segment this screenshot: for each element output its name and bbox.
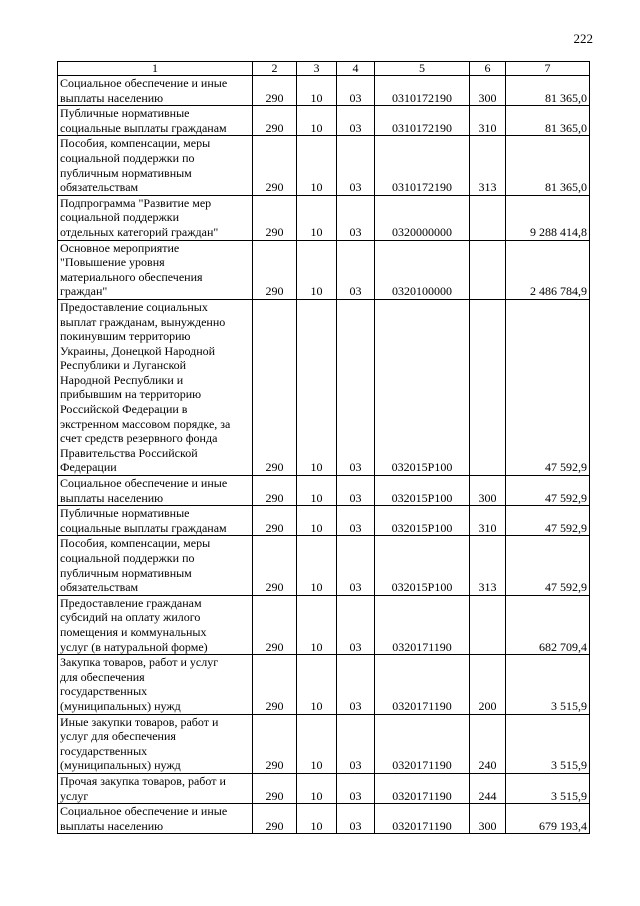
row-c2-cell: 290: [253, 714, 297, 773]
row-c5-cell: 032015P100: [375, 506, 470, 536]
row-c7-cell: 47 592,9: [506, 299, 590, 475]
table-row: [58, 804, 590, 834]
row-c6-cell: 310: [470, 106, 506, 136]
row-c4-cell: 03: [337, 476, 375, 506]
row-c4-cell: 03: [337, 195, 375, 240]
row-c4-cell: 03: [337, 76, 375, 106]
row-c3-cell: 10: [297, 136, 337, 195]
row-c7-cell: 81 365,0: [506, 136, 590, 195]
row-c3-cell: 10: [297, 536, 337, 595]
row-c3-cell: 10: [297, 804, 337, 834]
row-c7-cell: 3 515,9: [506, 714, 590, 773]
row-c2-cell: 290: [253, 655, 297, 714]
row-c2-cell: 290: [253, 299, 297, 475]
row-name-cell: Иные закупки товаров, работ и услуг для обеспечения государственных (муниципальных) нужд: [58, 714, 253, 773]
row-name-cell: Предоставление гражданам субсидий на оплату жилого помещения и коммунальных услуг (в натуральной форме): [58, 595, 253, 654]
row-c7-cell: 9 288 414,8: [506, 195, 590, 240]
table-row: [58, 655, 590, 714]
row-c2-cell: 290: [253, 136, 297, 195]
table-row: [58, 195, 590, 240]
row-c2-cell: 290: [253, 536, 297, 595]
column-header: 6: [470, 62, 506, 76]
row-c5-cell: 0320100000: [375, 240, 470, 299]
row-name-cell: Социальное обеспечение и иные выплаты населению: [58, 76, 253, 106]
row-c4-cell: 03: [337, 136, 375, 195]
row-c5-cell: 0310172190: [375, 76, 470, 106]
row-c4-cell: 03: [337, 106, 375, 136]
page-number: 222: [573, 31, 593, 46]
row-c3-cell: 10: [297, 595, 337, 654]
row-c6-cell: 310: [470, 506, 506, 536]
row-c4-cell: 03: [337, 655, 375, 714]
table-row: [58, 299, 590, 475]
row-c7-cell: 682 709,4: [506, 595, 590, 654]
row-c4-cell: 03: [337, 506, 375, 536]
row-name-cell: Публичные нормативные социальные выплаты гражданам: [58, 506, 253, 536]
row-c6-cell: [470, 195, 506, 240]
row-c3-cell: 10: [297, 299, 337, 475]
row-name-cell: Пособия, компенсации, меры социальной поддержки по публичным нормативным обязательствам: [58, 136, 253, 195]
row-name-cell: Публичные нормативные социальные выплаты гражданам: [58, 106, 253, 136]
row-c3-cell: 10: [297, 773, 337, 803]
row-c7-cell: 3 515,9: [506, 655, 590, 714]
table-row: [58, 714, 590, 773]
row-c3-cell: 10: [297, 106, 337, 136]
row-c5-cell: 0320171190: [375, 804, 470, 834]
table-header-row: [58, 62, 590, 76]
row-c3-cell: 10: [297, 195, 337, 240]
row-name-cell: Пособия, компенсации, меры социальной поддержки по публичным нормативным обязательствам: [58, 536, 253, 595]
row-c5-cell: 0320171190: [375, 595, 470, 654]
table-row: [58, 773, 590, 803]
row-c7-cell: 81 365,0: [506, 76, 590, 106]
row-name-cell: Закупка товаров, работ и услуг для обеспечения государственных (муниципальных) нужд: [58, 655, 253, 714]
row-c7-cell: 3 515,9: [506, 773, 590, 803]
table-row: [58, 536, 590, 595]
row-c4-cell: 03: [337, 595, 375, 654]
row-c7-cell: 81 365,0: [506, 106, 590, 136]
row-c3-cell: 10: [297, 714, 337, 773]
row-c2-cell: 290: [253, 240, 297, 299]
row-c7-cell: 679 193,4: [506, 804, 590, 834]
row-name-cell: Подпрограмма "Развитие мер социальной поддержки отдельных категорий граждан": [58, 195, 253, 240]
row-c6-cell: 313: [470, 536, 506, 595]
row-name-cell: Социальное обеспечение и иные выплаты населению: [58, 804, 253, 834]
row-c2-cell: 290: [253, 773, 297, 803]
row-c2-cell: 290: [253, 76, 297, 106]
column-header: 7: [506, 62, 590, 76]
row-c2-cell: 290: [253, 595, 297, 654]
row-name-cell: Предоставление социальных выплат гражданам, вынужденно покинувшим территорию Украины, Донецкой Народной Республики и Луганской Народной Республики и прибывшим на территорию Российской Федерации в экстренном массовом порядке, за счет средств резервного фонда Правительства Российской Федерации: [58, 299, 253, 475]
table-row: [58, 476, 590, 506]
row-c6-cell: [470, 595, 506, 654]
row-c6-cell: 244: [470, 773, 506, 803]
table-row: [58, 595, 590, 654]
budget-table: [57, 61, 590, 834]
row-c2-cell: 290: [253, 804, 297, 834]
row-c4-cell: 03: [337, 804, 375, 834]
row-c2-cell: 290: [253, 506, 297, 536]
row-c2-cell: 290: [253, 476, 297, 506]
row-c7-cell: 47 592,9: [506, 476, 590, 506]
row-c3-cell: 10: [297, 506, 337, 536]
column-header: 4: [337, 62, 375, 76]
row-c5-cell: 0320000000: [375, 195, 470, 240]
table-row: [58, 240, 590, 299]
row-c3-cell: 10: [297, 655, 337, 714]
row-c6-cell: 313: [470, 136, 506, 195]
row-c6-cell: 300: [470, 76, 506, 106]
row-c5-cell: 032015P100: [375, 476, 470, 506]
row-c5-cell: 0320171190: [375, 773, 470, 803]
row-name-cell: Прочая закупка товаров, работ и услуг: [58, 773, 253, 803]
row-c5-cell: 032015P100: [375, 299, 470, 475]
row-c6-cell: [470, 299, 506, 475]
row-name-cell: Основное мероприятие "Повышение уровня материального обеспечения граждан": [58, 240, 253, 299]
column-header: 3: [297, 62, 337, 76]
row-c7-cell: 2 486 784,9: [506, 240, 590, 299]
row-c4-cell: 03: [337, 240, 375, 299]
row-c5-cell: 0320171190: [375, 655, 470, 714]
row-c4-cell: 03: [337, 299, 375, 475]
table-row: [58, 106, 590, 136]
row-c3-cell: 10: [297, 476, 337, 506]
row-c2-cell: 290: [253, 195, 297, 240]
row-c3-cell: 10: [297, 240, 337, 299]
row-c6-cell: 300: [470, 804, 506, 834]
row-c5-cell: 032015P100: [375, 536, 470, 595]
column-header: 1: [58, 62, 253, 76]
row-c4-cell: 03: [337, 773, 375, 803]
row-c4-cell: 03: [337, 536, 375, 595]
row-c6-cell: 240: [470, 714, 506, 773]
row-name-cell: Социальное обеспечение и иные выплаты населению: [58, 476, 253, 506]
column-header: 5: [375, 62, 470, 76]
table-row: [58, 136, 590, 195]
row-c5-cell: 0320171190: [375, 714, 470, 773]
row-c2-cell: 290: [253, 106, 297, 136]
row-c6-cell: [470, 240, 506, 299]
row-c5-cell: 0310172190: [375, 136, 470, 195]
table-row: [58, 506, 590, 536]
row-c7-cell: 47 592,9: [506, 506, 590, 536]
table-row: [58, 76, 590, 106]
row-c6-cell: 300: [470, 476, 506, 506]
column-header: 2: [253, 62, 297, 76]
row-c4-cell: 03: [337, 714, 375, 773]
row-c3-cell: 10: [297, 76, 337, 106]
row-c7-cell: 47 592,9: [506, 536, 590, 595]
row-c6-cell: 200: [470, 655, 506, 714]
row-c5-cell: 0310172190: [375, 106, 470, 136]
